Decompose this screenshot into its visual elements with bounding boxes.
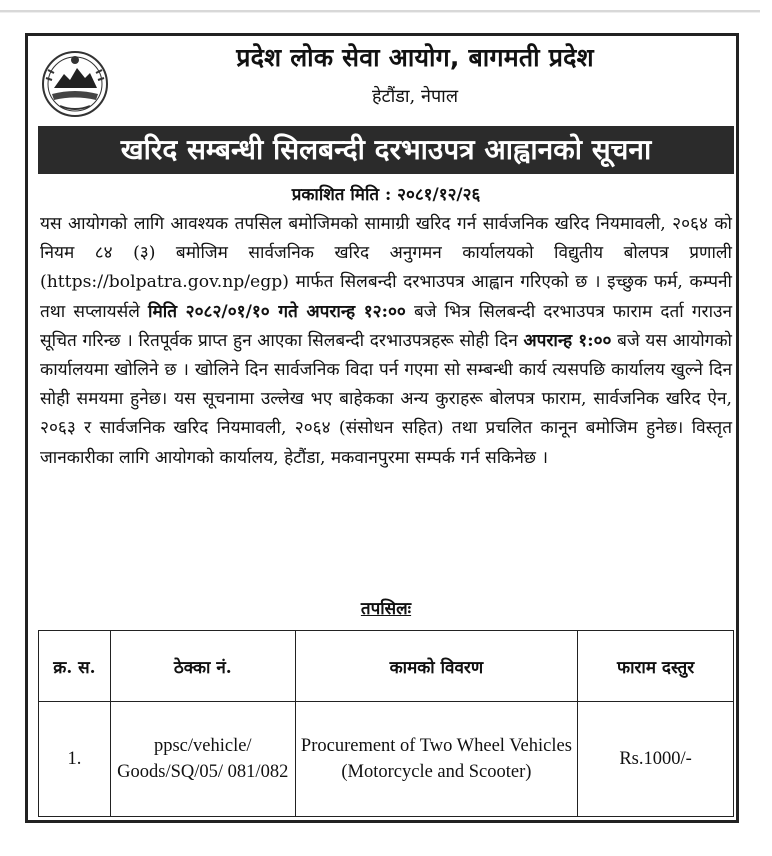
org-name: प्रदेश लोक सेवा आयोग, बागमती प्रदेश [236, 43, 594, 72]
notice-body [40, 210, 732, 473]
header-form-fee: फाराम दस्तुर [578, 631, 734, 702]
notice-title: खरिद सम्बन्धी सिलबन्दी दरभाउपत्र आह्वानको सूचना [120, 133, 652, 166]
submission-deadline: मिति २०८२/०१/१० गते अपरान्ह १२:०० [148, 301, 406, 322]
table-header-row [39, 631, 734, 702]
published-date: प्रकाशित मिति : २०८१/१२/२६ [291, 185, 481, 205]
government-emblem-icon [40, 48, 110, 118]
cell-description: Procurement of Two Wheel Vehicles (Motorcycle and Scooter) [295, 702, 578, 817]
cell-contract-no: ppsc/vehicle/ Goods/SQ/05/ 081/082 [110, 702, 295, 817]
table-row [39, 702, 734, 817]
cell-serial: 1. [39, 702, 111, 817]
header-contract-no: ठेक्का नं. [110, 631, 295, 702]
cell-form-fee: Rs.1000/- [578, 702, 734, 817]
org-location: हेटौंडा, नेपाल [371, 86, 459, 107]
top-divider-shadow [0, 12, 760, 13]
notice-title-banner [38, 126, 734, 174]
header-serial: क्र. स. [39, 631, 111, 702]
opening-time: अपरान्ह १:०० [523, 330, 612, 351]
details-caption: तपसिलः [360, 599, 412, 619]
body-paragraph-2: बजे भित्र सिलबन्दी दरभाउपत्र फाराम दर्ता गराउन सूचित गरिन्छ । रितपूर्वक प्राप्त हुन आएका सिलबन्दी दरभाउपत्रहरू सोही दिन [40, 301, 732, 351]
header-description: कामको विवरण [295, 631, 578, 702]
body-paragraph-3: बजे यस आयोगको कार्यालयमा खोलिने छ । खोलिने दिन सार्वजनिक विदा पर्न गएमा सो सम्बन्धी कार्य त्यसपछि कार्यालय खुल्ने दिन सोही समयमा हुनेछ। यस सूचनामा उल्लेख भए बाहेकका अन्य कुराहरू बोलपत्र फाराम, सार्वजनिक खरिद ऐन, २०६३ र सार्वजनिक खरिद नियमावली, २०६४ (संसोधन सहित) तथा प्रचलित कानून बमोजिम हुनेछ। विस्तृत जानकारीका लागि आयोगको कार्यालय, हेटौंडा, मकवानपुरमा सम्पर्क गर्न सकिनेछ । [40, 330, 732, 468]
body-paragraph-1: यस आयोगको लागि आवश्यक तपसिल बमोजिमको सामाग्री खरिद गर्न सार्वजनिक खरिद नियमावली, २०६४ को नियम ८४ (३) बमोजिम सार्वजनिक खरिद अनुगमन कार्यालयको विद्युतीय बोलपत्र प्रणाली (https://bolpatra.gov.np/egp) मार्फत सिलबन्दी दरभाउपत्र आह्वान गरिएको छ । इच्छुक फर्म, कम्पनी तथा सप्लायर्सले [40, 214, 732, 322]
details-table [38, 630, 734, 817]
